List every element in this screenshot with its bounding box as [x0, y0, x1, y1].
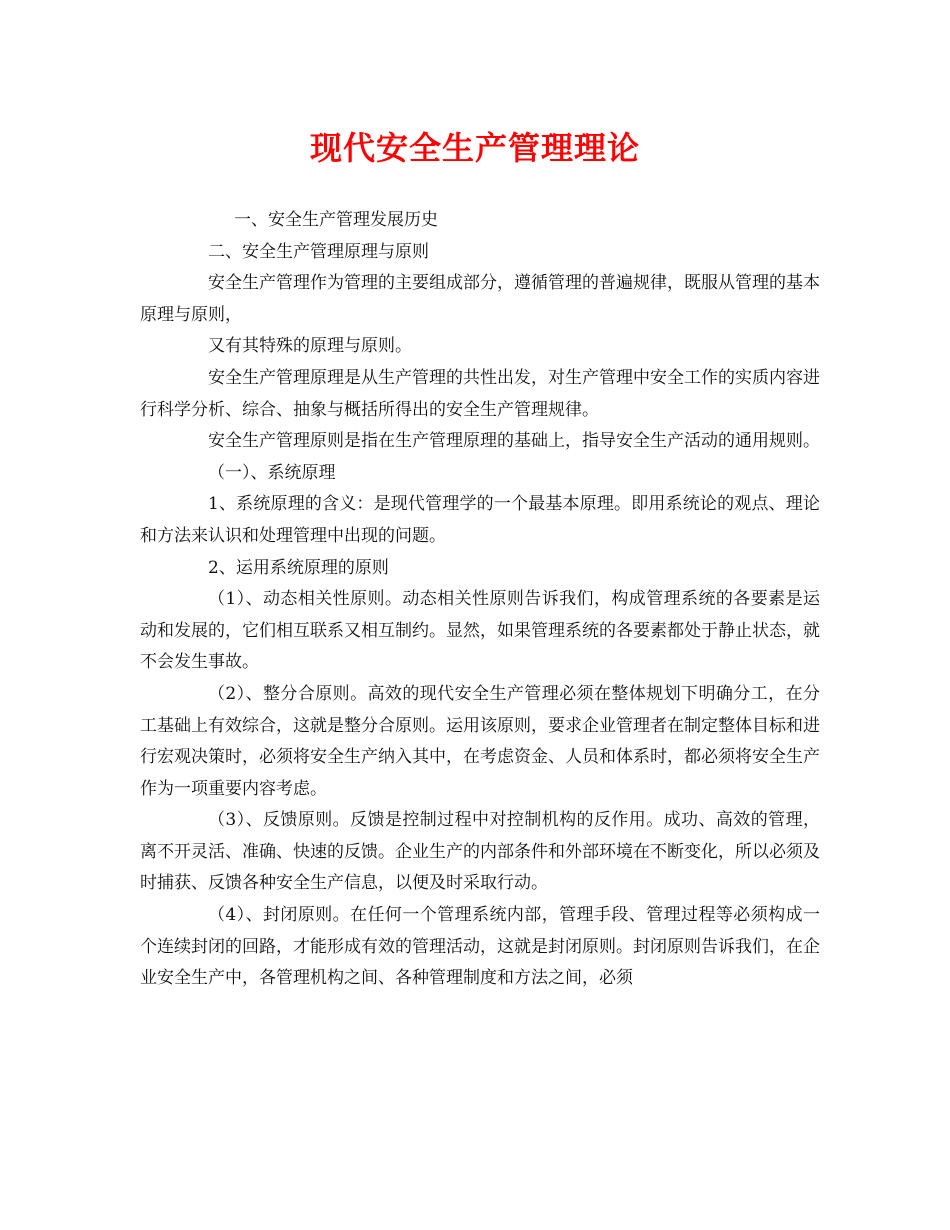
paragraph: 又有其特殊的原理与原则。 [208, 336, 412, 357]
paragraph: （4）、封闭原则。在任何一个管理系统内部，管理手段、管理过程等必须构成一个连续封闭的回路，才能形成有效的管理活动，这就是封闭原则。封闭原则告诉我们，在企业安全生产中，各管理机构之间、各种管理制度和方法之间，必须 [140, 905, 820, 989]
heading-principles: 二、安全生产管理原理与原则 [208, 241, 429, 262]
section-heading-system-principle: （一）、系统原理 [208, 462, 336, 483]
document-title: 现代安全生产管理理论 [309, 129, 640, 167]
paragraph: 2、运用系统原理的原则 [208, 557, 389, 578]
paragraph: （3）、反馈原则。反馈是控制过程中对控制机构的反作用。成功、高效的管理，离不开灵活、准确、快速的反馈。企业生产的内部条件和外部环境在不断变化，所以必须及时捕获、反馈各种安全生产信息，以便及时采取行动。 [140, 810, 820, 894]
paragraph: 安全生产管理作为管理的主要组成部分，遵循管理的普遍规律，既服从管理的基本原理与原则， [140, 273, 820, 325]
paragraph: 安全生产管理原理是从生产管理的共性出发，对生产管理中安全工作的实质内容进行科学分析、综合、抽象与概括所得出的安全生产管理规律。 [140, 367, 820, 420]
paragraph: （1）、动态相关性原则。动态相关性原则告诉我们，构成管理系统的各要素是运动和发展的，它们相互联系又相互制约。显然，如果管理系统的各要素都处于静止状态，就不会发生事故。 [140, 589, 820, 673]
paragraph: 1、系统原理的含义：是现代管理学的一个最基本原理。即用系统论的观点、理论和方法来认识和处理管理中出现的问题。 [140, 494, 820, 546]
paragraph: （2）、整分合原则。高效的现代安全生产管理必须在整体规划下明确分工，在分工基础上有效综合，这就是整分合原则。运用该原则，要求企业管理者在制定整体目标和进行宏观决策时，必须将安全生产纳入其中，在考虑资金、人员和体系时，都必须将安全生产作为一项重要内容考虑。 [140, 683, 820, 799]
paragraph: 安全生产管理原则是指在生产管理原理的基础上，指导安全生产活动的通用规则。 [208, 431, 820, 452]
heading-history: 一、安全生产管理发展历史 [234, 210, 438, 230]
document-body [140, 205, 820, 995]
